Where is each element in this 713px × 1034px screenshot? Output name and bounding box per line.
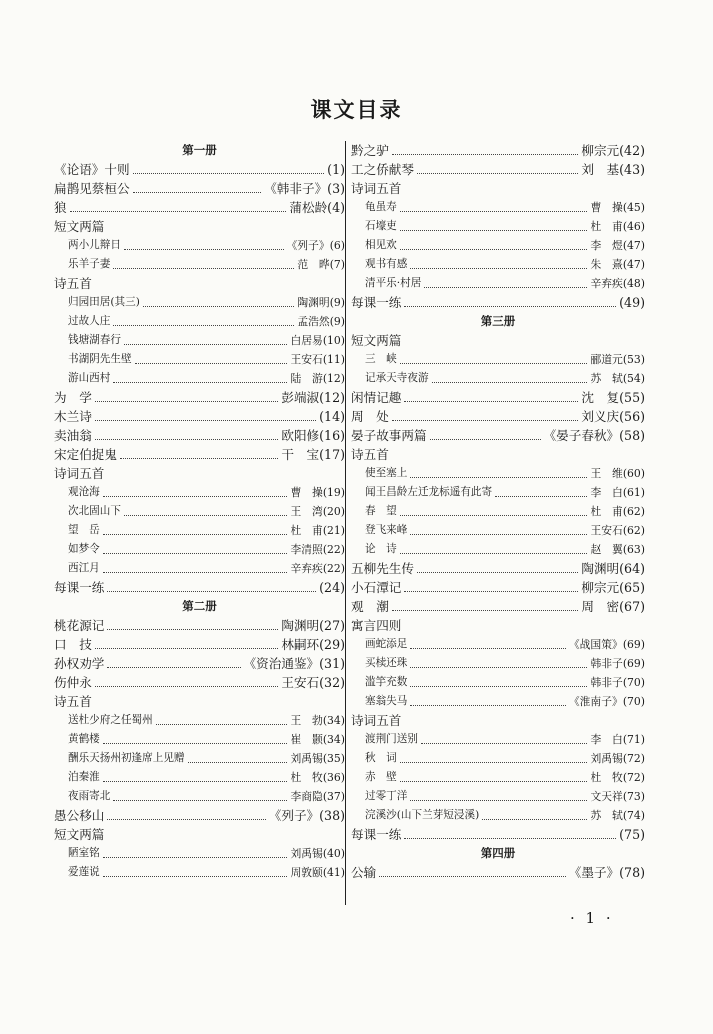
entry-author-page: 刘禹锡(35) bbox=[290, 752, 345, 765]
entry-author-page: 王 勃(34) bbox=[290, 714, 345, 727]
entry-author-page: (75) bbox=[619, 827, 645, 842]
section-heading bbox=[351, 179, 645, 198]
toc-entry bbox=[54, 407, 345, 426]
entry-author-page: 范 晔(7) bbox=[297, 258, 345, 271]
toc-subentry bbox=[351, 806, 645, 825]
entry-author-page: 周 密(67) bbox=[581, 599, 645, 614]
entry-title: 伤仲永 bbox=[54, 675, 92, 690]
dot-leader bbox=[107, 629, 278, 630]
entry-title: 晏子故事两篇 bbox=[351, 428, 427, 443]
entry-author-page: 杜 甫(21) bbox=[290, 524, 345, 537]
entry-title: 归园田居(其三) bbox=[68, 296, 140, 308]
entry-title: 秋 词 bbox=[365, 752, 397, 764]
toc-subentry bbox=[351, 768, 645, 787]
entry-author-page: 周敦颐(41) bbox=[290, 866, 345, 879]
entry-title: 每课一练 bbox=[54, 580, 105, 595]
entry-author-page: 陶渊明(27) bbox=[281, 618, 345, 633]
entry-author-page: 曹 操(45) bbox=[590, 201, 645, 214]
toc-subentry bbox=[54, 730, 345, 749]
entry-title: 狼 bbox=[54, 200, 67, 215]
toc-subentry bbox=[54, 483, 345, 502]
entry-title: 为 学 bbox=[54, 390, 92, 405]
entry-title: 赤 壁 bbox=[365, 771, 397, 783]
entry-title: 石壕吏 bbox=[365, 220, 397, 232]
entry-title: 观书有感 bbox=[365, 258, 408, 270]
section-heading bbox=[54, 274, 345, 293]
entry-title: 周 处 bbox=[351, 409, 389, 424]
entry-title: 记承天寺夜游 bbox=[365, 372, 429, 384]
entry-title: 每课一练 bbox=[351, 295, 402, 310]
dot-leader bbox=[404, 838, 616, 839]
toc-subentry bbox=[351, 540, 645, 559]
entry-title: 过故人庄 bbox=[68, 315, 111, 327]
toc-subentry bbox=[54, 331, 345, 350]
entry-title: 黔之驴 bbox=[351, 143, 389, 158]
entry-title: 钱塘湖春行 bbox=[68, 334, 121, 346]
dot-leader bbox=[392, 420, 579, 421]
dot-leader bbox=[410, 667, 587, 668]
toc-subentry bbox=[351, 464, 645, 483]
volume-heading: 第四册 bbox=[480, 846, 516, 860]
dot-leader bbox=[482, 819, 587, 820]
entry-author-page: 陶渊明(64) bbox=[581, 561, 645, 576]
entry-author-page: 韩非子(69) bbox=[590, 657, 645, 670]
entry-author-page: 王安石(11) bbox=[290, 353, 345, 366]
entry-author-page: 王安石(32) bbox=[281, 675, 345, 690]
toc-left-column bbox=[54, 141, 346, 905]
entry-title: 《论语》十则 bbox=[54, 162, 130, 177]
toc-entry bbox=[351, 426, 645, 445]
dot-leader bbox=[417, 173, 578, 174]
dot-leader bbox=[103, 743, 288, 744]
dot-leader bbox=[107, 591, 316, 592]
dot-leader bbox=[188, 762, 288, 763]
entry-title: 桃花源记 bbox=[54, 618, 105, 633]
dot-leader bbox=[103, 496, 288, 497]
dot-leader bbox=[400, 553, 588, 554]
toc-subentry bbox=[54, 844, 345, 863]
entry-title: 闲情记趣 bbox=[351, 390, 402, 405]
section-heading bbox=[351, 445, 645, 464]
entry-title: 公输 bbox=[351, 865, 377, 880]
entry-author-page: 文天祥(73) bbox=[590, 790, 645, 803]
entry-title: 三 峡 bbox=[365, 353, 397, 365]
entry-author-page: 李 白(61) bbox=[590, 486, 645, 499]
entry-title: 望 岳 bbox=[68, 524, 100, 536]
dot-leader bbox=[400, 211, 588, 212]
entry-author-page: 杜 甫(62) bbox=[590, 505, 645, 518]
entry-author-page: (49) bbox=[619, 295, 645, 310]
entry-author-page: 曹 操(19) bbox=[290, 486, 345, 499]
dot-leader bbox=[113, 382, 287, 383]
entry-author-page: 沈 复(55) bbox=[581, 390, 645, 405]
entry-author-page: 《资治通鉴》(31) bbox=[243, 656, 345, 671]
entry-author-page: 苏 轼(74) bbox=[590, 809, 645, 822]
dot-leader bbox=[404, 401, 578, 402]
dot-leader bbox=[135, 363, 288, 364]
dot-leader bbox=[424, 287, 587, 288]
dot-leader bbox=[410, 686, 587, 687]
toc-subentry bbox=[54, 350, 345, 369]
dot-leader bbox=[156, 724, 288, 725]
entry-title: 清平乐·村居 bbox=[365, 277, 422, 289]
section-heading bbox=[54, 692, 345, 711]
section-title: 诗五首 bbox=[54, 694, 92, 709]
entry-title: 口 技 bbox=[54, 637, 92, 652]
toc-entry bbox=[351, 293, 645, 312]
section-title: 短文两篇 bbox=[54, 219, 105, 234]
toc-subentry bbox=[54, 749, 345, 768]
dot-leader bbox=[410, 800, 587, 801]
dot-leader bbox=[133, 192, 262, 193]
toc-subentry bbox=[54, 293, 345, 312]
dot-leader bbox=[95, 401, 279, 402]
entry-title: 过零丁洋 bbox=[365, 790, 408, 802]
volume-heading: 第二册 bbox=[182, 599, 217, 613]
toc-subentry bbox=[54, 540, 345, 559]
entry-author-page: 崔 颢(34) bbox=[290, 733, 345, 746]
dot-leader bbox=[400, 363, 588, 364]
entry-title: 使至塞上 bbox=[365, 467, 408, 479]
toc-subentry bbox=[351, 274, 645, 293]
entry-title: 两小儿辩日 bbox=[68, 239, 121, 251]
entry-author-page: 《晏子春秋》(58) bbox=[543, 428, 645, 443]
entry-title: 浣溪沙(山下兰芽短浸溪) bbox=[365, 809, 480, 821]
entry-title: 愚公移山 bbox=[54, 808, 105, 823]
dot-leader bbox=[70, 211, 287, 212]
entry-author-page: 《淮南子》(70) bbox=[568, 695, 645, 708]
toc-entry bbox=[351, 559, 645, 578]
toc-subentry bbox=[54, 521, 345, 540]
entry-title: 观 潮 bbox=[351, 599, 389, 614]
entry-title: 乐羊子妻 bbox=[68, 258, 111, 270]
dot-leader bbox=[107, 667, 240, 668]
entry-author-page: (1) bbox=[327, 162, 345, 177]
dot-leader bbox=[143, 306, 294, 307]
entry-author-page: 杜 牧(72) bbox=[590, 771, 645, 784]
toc-subentry bbox=[54, 369, 345, 388]
dot-leader bbox=[410, 648, 565, 649]
entry-author-page: 《列子》(6) bbox=[286, 239, 345, 252]
entry-author-page: 刘 基(43) bbox=[581, 162, 645, 177]
entry-author-page: 干 宝(17) bbox=[281, 447, 345, 462]
toc-entry bbox=[54, 578, 345, 597]
dot-leader bbox=[95, 420, 316, 421]
toc-subentry bbox=[54, 255, 345, 274]
toc-entry bbox=[54, 635, 345, 654]
dot-leader bbox=[103, 553, 288, 554]
entry-author-page: 孟浩然(9) bbox=[297, 315, 345, 328]
toc-subentry bbox=[351, 673, 645, 692]
toc-subentry bbox=[351, 236, 645, 255]
toc-subentry bbox=[54, 502, 345, 521]
dot-leader bbox=[103, 572, 288, 573]
entry-author-page: 李 煜(47) bbox=[590, 239, 645, 252]
toc-subentry bbox=[351, 749, 645, 768]
dot-leader bbox=[495, 496, 587, 497]
volume-heading: 第三册 bbox=[480, 314, 516, 328]
dot-leader bbox=[107, 819, 265, 820]
entry-author-page: 朱 熹(47) bbox=[590, 258, 645, 271]
section-heading bbox=[351, 711, 645, 730]
dot-leader bbox=[103, 781, 288, 782]
entry-author-page: 李清照(22) bbox=[290, 543, 345, 556]
entry-title: 西江月 bbox=[68, 562, 100, 574]
entry-author-page: 《列子》(38) bbox=[268, 808, 345, 823]
entry-author-page: 苏 轼(54) bbox=[590, 372, 645, 385]
toc-subentry bbox=[351, 730, 645, 749]
entry-author-page: 《韩非子》(3) bbox=[264, 181, 345, 196]
section-title: 诗五首 bbox=[54, 276, 92, 291]
dot-leader bbox=[120, 458, 278, 459]
entry-title: 书湖阴先生壁 bbox=[68, 353, 132, 365]
entry-author-page: 刘禹锡(72) bbox=[590, 752, 645, 765]
entry-title: 论 诗 bbox=[365, 543, 397, 555]
dot-leader bbox=[400, 515, 588, 516]
entry-author-page: 杜 甫(46) bbox=[590, 220, 645, 233]
entry-author-page: 韩非子(70) bbox=[590, 676, 645, 689]
dot-leader bbox=[430, 439, 541, 440]
entry-title: 买椟还珠 bbox=[365, 657, 408, 669]
entry-author-page: 陶渊明(9) bbox=[297, 296, 345, 309]
toc-subentry bbox=[351, 369, 645, 388]
toc-entry bbox=[351, 160, 645, 179]
dot-leader bbox=[392, 610, 579, 611]
entry-title: 每课一练 bbox=[351, 827, 402, 842]
dot-leader bbox=[124, 344, 287, 345]
toc-entry bbox=[54, 160, 345, 179]
dot-leader bbox=[404, 306, 616, 307]
dot-leader bbox=[410, 534, 587, 535]
entry-author-page: 李商隐(37) bbox=[290, 790, 345, 803]
dot-leader bbox=[124, 249, 284, 250]
dot-leader bbox=[95, 439, 279, 440]
toc-entry bbox=[351, 825, 645, 844]
entry-title: 爱莲说 bbox=[68, 866, 100, 878]
entry-author-page: 蒲松龄(4) bbox=[289, 200, 345, 215]
toc-entry bbox=[54, 616, 345, 635]
entry-title: 宋定伯捉鬼 bbox=[54, 447, 117, 462]
toc-subentry bbox=[351, 217, 645, 236]
entry-author-page: 《墨子》(78) bbox=[568, 865, 645, 880]
entry-title: 工之侨献琴 bbox=[351, 162, 414, 177]
toc-subentry bbox=[54, 236, 345, 255]
toc-entry bbox=[54, 654, 345, 673]
entry-title: 画蛇添足 bbox=[365, 638, 408, 650]
dot-leader bbox=[103, 857, 288, 858]
section-title: 诗五首 bbox=[351, 447, 389, 462]
dot-leader bbox=[410, 477, 587, 478]
entry-author-page: 彭端淑(12) bbox=[281, 390, 345, 405]
section-heading bbox=[54, 825, 345, 844]
entry-author-page: 王 维(60) bbox=[590, 467, 645, 480]
toc-subentry bbox=[54, 787, 345, 806]
toc-subentry bbox=[351, 483, 645, 502]
dot-leader bbox=[124, 515, 287, 516]
toc-subentry bbox=[351, 635, 645, 654]
dot-leader bbox=[392, 154, 579, 155]
entry-author-page: 杜 牧(36) bbox=[290, 771, 345, 784]
section-title: 诗词五首 bbox=[351, 713, 402, 728]
dot-leader bbox=[400, 230, 588, 231]
dot-leader bbox=[103, 876, 288, 877]
entry-title: 观沧海 bbox=[68, 486, 100, 498]
toc-entry bbox=[351, 597, 645, 616]
entry-author-page: 《战国策》(69) bbox=[568, 638, 645, 651]
section-heading bbox=[54, 217, 345, 236]
entry-title: 五柳先生传 bbox=[351, 561, 414, 576]
section-title: 短文两篇 bbox=[351, 333, 402, 348]
entry-author-page: 林嗣环(29) bbox=[281, 637, 345, 652]
entry-title: 闻王昌龄左迁龙标遥有此寄 bbox=[365, 486, 493, 498]
toc-entry bbox=[54, 179, 345, 198]
entry-author-page: 刘义庆(56) bbox=[581, 409, 645, 424]
toc-entry bbox=[54, 388, 345, 407]
toc-subentry bbox=[351, 654, 645, 673]
dot-leader bbox=[113, 268, 294, 269]
toc-subentry bbox=[54, 312, 345, 331]
dot-leader bbox=[432, 382, 588, 383]
toc-entry bbox=[54, 445, 345, 464]
toc-subentry bbox=[54, 559, 345, 578]
entry-title: 夜雨寄北 bbox=[68, 790, 111, 802]
toc-subentry bbox=[351, 198, 645, 217]
entry-title: 龟虽寿 bbox=[365, 201, 397, 213]
page-number: · 1 · bbox=[570, 909, 614, 927]
toc-subentry bbox=[351, 255, 645, 274]
entry-title: 孙权劝学 bbox=[54, 656, 105, 671]
toc-subentry bbox=[351, 521, 645, 540]
toc-entry bbox=[54, 673, 345, 692]
entry-title: 扁鹊见蔡桓公 bbox=[54, 181, 130, 196]
toc-subentry bbox=[54, 711, 345, 730]
toc-subentry bbox=[351, 692, 645, 711]
entry-title: 陋室铭 bbox=[68, 847, 100, 859]
section-title: 寓言四则 bbox=[351, 618, 402, 633]
entry-title: 春 望 bbox=[365, 505, 397, 517]
volume-heading: 第一册 bbox=[182, 143, 217, 157]
dot-leader bbox=[410, 705, 565, 706]
entry-author-page: 郦道元(53) bbox=[590, 353, 645, 366]
dot-leader bbox=[113, 800, 287, 801]
entry-title: 渡荆门送别 bbox=[365, 733, 418, 745]
dot-leader bbox=[421, 743, 587, 744]
entry-author-page: 王 湾(20) bbox=[290, 505, 345, 518]
toc-entry bbox=[351, 407, 645, 426]
entry-author-page: 欧阳修(16) bbox=[281, 428, 345, 443]
toc-subentry bbox=[351, 350, 645, 369]
toc-entry bbox=[54, 806, 345, 825]
section-heading bbox=[54, 464, 345, 483]
entry-title: 木兰诗 bbox=[54, 409, 92, 424]
dot-leader bbox=[400, 249, 588, 250]
entry-title: 游山西村 bbox=[68, 372, 111, 384]
dot-leader bbox=[113, 325, 294, 326]
dot-leader bbox=[400, 762, 588, 763]
toc-subentry bbox=[351, 787, 645, 806]
entry-author-page: 王安石(62) bbox=[590, 524, 645, 537]
entry-author-page: 赵 翼(63) bbox=[590, 543, 645, 556]
entry-title: 滥竽充数 bbox=[365, 676, 408, 688]
dot-leader bbox=[95, 648, 279, 649]
section-title: 诗词五首 bbox=[351, 181, 402, 196]
entry-title: 如梦令 bbox=[68, 543, 100, 555]
toc-entry bbox=[54, 198, 345, 217]
dot-leader bbox=[400, 781, 588, 782]
entry-title: 卖油翁 bbox=[54, 428, 92, 443]
dot-leader bbox=[379, 876, 566, 877]
entry-author-page: 陆 游(12) bbox=[290, 372, 345, 385]
entry-author-page: 辛弃疾(48) bbox=[590, 277, 645, 290]
entry-author-page: 李 白(71) bbox=[590, 733, 645, 746]
section-title: 诗词五首 bbox=[54, 466, 105, 481]
dot-leader bbox=[103, 534, 288, 535]
entry-author-page: 辛弃疾(22) bbox=[290, 562, 345, 575]
toc-right-column bbox=[347, 141, 645, 882]
entry-title: 登飞来峰 bbox=[365, 524, 408, 536]
toc-entry bbox=[351, 578, 645, 597]
page-title: 课文目录 bbox=[310, 98, 403, 122]
toc-entry bbox=[351, 863, 645, 882]
entry-author-page: 刘禹锡(40) bbox=[290, 847, 345, 860]
section-heading bbox=[351, 331, 645, 350]
entry-title: 泊秦淮 bbox=[68, 771, 100, 783]
entry-title: 黄鹤楼 bbox=[68, 733, 100, 745]
entry-title: 塞翁失马 bbox=[365, 695, 408, 707]
entry-author-page: 白居易(10) bbox=[290, 334, 345, 347]
entry-title: 相见欢 bbox=[365, 239, 397, 251]
toc-subentry bbox=[54, 768, 345, 787]
dot-leader bbox=[133, 173, 325, 174]
entry-author-page: (14) bbox=[319, 409, 345, 424]
entry-author-page: 柳宗元(65) bbox=[581, 580, 645, 595]
entry-title: 酬乐天扬州初逢席上见赠 bbox=[68, 752, 185, 764]
entry-title: 小石潭记 bbox=[351, 580, 402, 595]
toc-entry bbox=[351, 141, 645, 160]
section-heading bbox=[351, 616, 645, 635]
dot-leader bbox=[404, 591, 578, 592]
toc-entry bbox=[351, 388, 645, 407]
entry-author-page: (24) bbox=[319, 580, 345, 595]
dot-leader bbox=[95, 686, 279, 687]
dot-leader bbox=[410, 268, 587, 269]
entry-title: 送杜少府之任蜀州 bbox=[68, 714, 153, 726]
toc-entry bbox=[54, 426, 345, 445]
dot-leader bbox=[417, 572, 578, 573]
toc-subentry bbox=[351, 502, 645, 521]
toc-subentry bbox=[54, 863, 345, 882]
entry-title: 次北固山下 bbox=[68, 505, 121, 517]
entry-author-page: 柳宗元(42) bbox=[581, 143, 645, 158]
section-title: 短文两篇 bbox=[54, 827, 105, 842]
